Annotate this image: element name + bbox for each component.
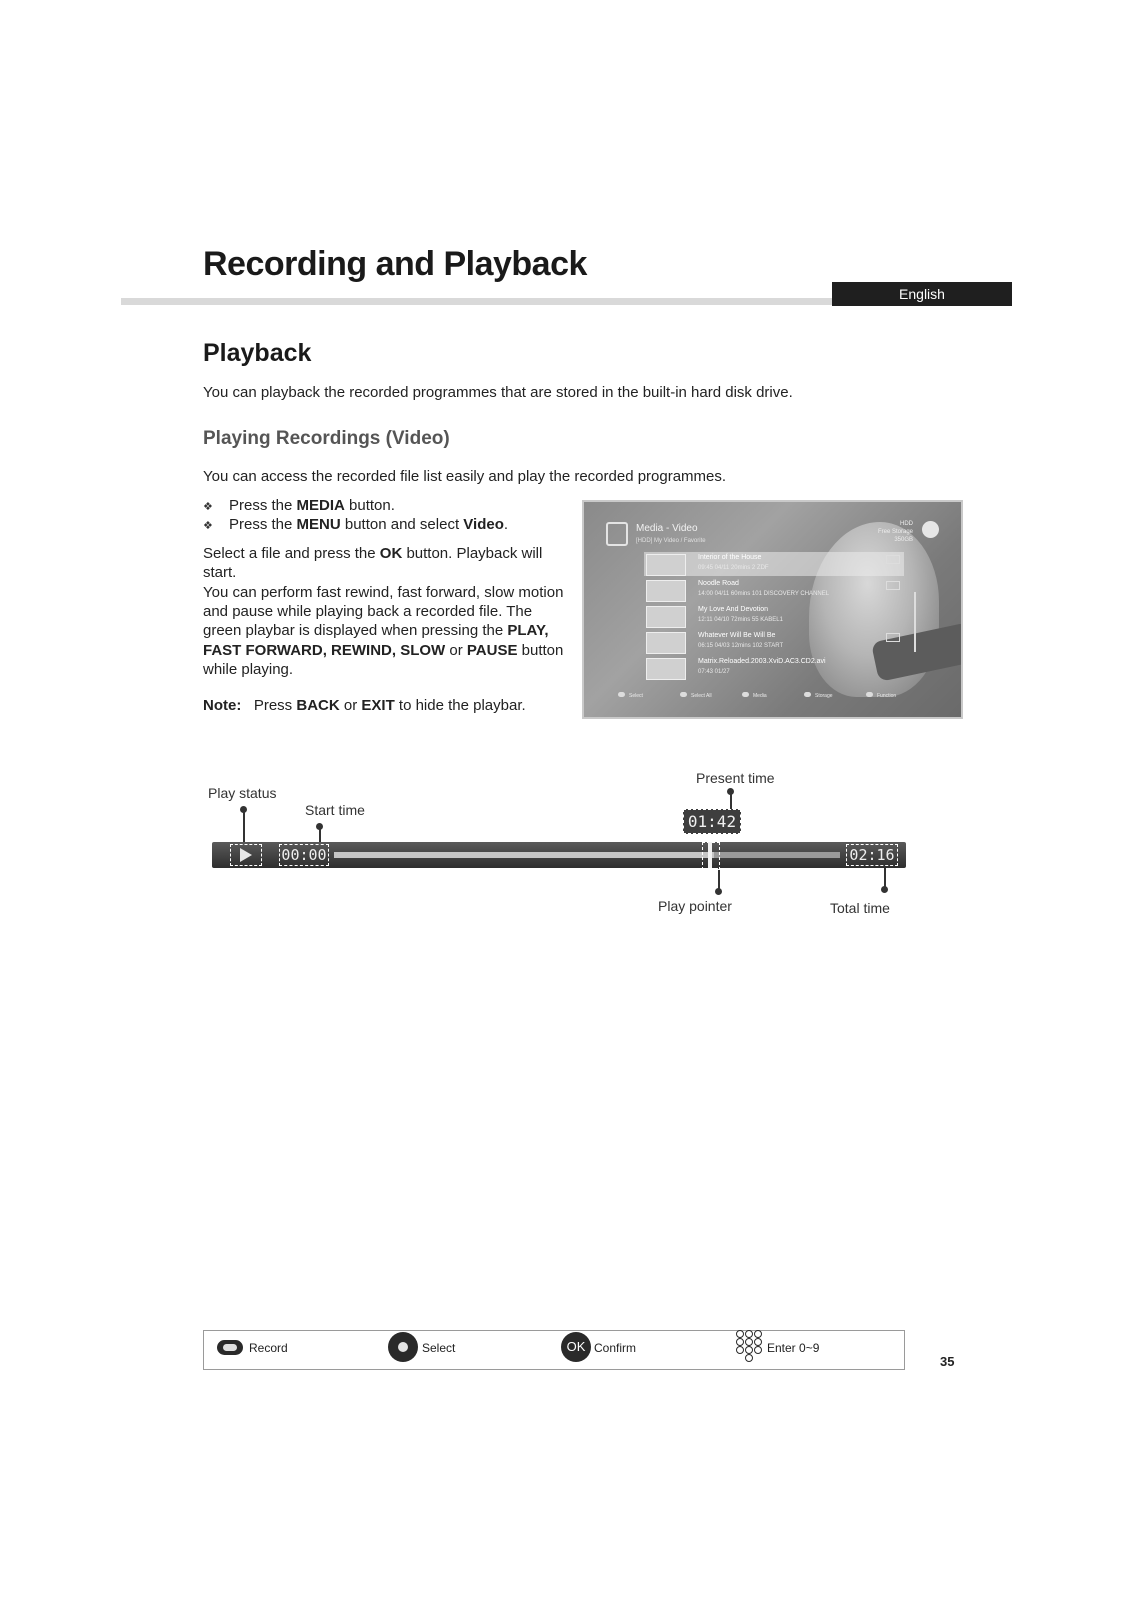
recording-row[interactable]: My Love And Devotion 12:11 04/10 72mins 55 KABEL1: [644, 604, 904, 628]
media-video-screenshot: [582, 500, 963, 719]
footer-hint: Select: [618, 692, 643, 699]
recording-row[interactable]: Interior of the House 09:45 04/11 20mins 2 ZDF: [644, 552, 904, 576]
recording-thumbnail: [646, 580, 686, 602]
label-start-time: Start time: [305, 802, 365, 818]
recording-thumbnail: [646, 554, 686, 576]
footer-hint: Select All: [680, 692, 712, 699]
label-play-pointer: Play pointer: [658, 898, 732, 914]
recording-row[interactable]: Whatever Will Be Will Be 06:15 04/03 12mins 102 START: [644, 630, 904, 654]
legend-select: Select: [422, 1341, 456, 1355]
recording-thumbnail: [646, 658, 686, 680]
progress-fill: [334, 852, 714, 858]
navigation-pad-icon: [388, 1332, 418, 1362]
media-title: Media - Video: [636, 523, 698, 534]
legend-enter: Enter 0~9: [767, 1341, 820, 1355]
callout-line: [730, 792, 732, 809]
step-item: ❖ Press the MENU button and select Video.: [203, 515, 508, 536]
callout-dot: [881, 886, 888, 893]
note: Note: Press BACK or EXIT to hide the playbar.: [203, 697, 526, 714]
callout-dot: [715, 888, 722, 895]
recording-row[interactable]: Noodle Road 14:00 04/11 60mins 101 DISCOVERY CHANNEL: [644, 578, 904, 602]
ok-button-icon: OK: [561, 1332, 591, 1362]
bullet-icon: ❖: [203, 520, 213, 532]
total-time-display: 02:16: [846, 844, 898, 866]
section-intro: You can playback the recorded programmes that are stored in the built-in hard disk drive.: [203, 384, 793, 401]
callout-line: [243, 810, 245, 846]
legend-confirm: Confirm: [594, 1341, 637, 1355]
subsection-heading: Playing Recordings (Video): [203, 428, 450, 449]
recording-row[interactable]: Matrix.Reloaded.2003.XviD.AC3.CD2.avi 07:43 01/27: [644, 656, 904, 680]
section-heading: Playback: [203, 339, 312, 367]
language-badge: English: [832, 282, 1012, 306]
subsection-intro: You can access the recorded file list easily and play the recorded programmes.: [203, 468, 727, 485]
footer-hint: Storage: [804, 692, 833, 699]
recording-thumbnail: [646, 632, 686, 654]
legend-record: Record: [249, 1341, 288, 1355]
bullet-icon: ❖: [203, 501, 213, 513]
storage-disc-icon: [922, 521, 939, 538]
label-total-time: Total time: [830, 900, 890, 916]
play-icon[interactable]: [240, 848, 252, 862]
label-play-status: Play status: [208, 785, 277, 801]
recording-thumbnail: [646, 606, 686, 628]
label-present-time: Present time: [696, 770, 775, 786]
list-scrollbar[interactable]: [914, 592, 916, 652]
present-time-display: 01:42: [683, 809, 741, 834]
hd-tag-icon: [886, 555, 900, 564]
callout-line: [884, 866, 886, 888]
lock-icon: [886, 633, 900, 642]
callout-line: [718, 868, 720, 890]
storage-info: HDD Free Storage 350GB: [877, 521, 913, 543]
page-number: 35: [940, 1354, 955, 1369]
media-path: [HDD] My Video / Favorite: [636, 538, 706, 544]
footer-hint: Media: [742, 692, 767, 699]
instruction-paragraph: Select a file and press the OK button. Playback will start.: [203, 545, 543, 582]
record-button-icon: [217, 1340, 243, 1355]
footer-hint: Function: [866, 692, 896, 699]
hd-tag-icon: [886, 581, 900, 590]
media-folder-icon: [606, 522, 628, 546]
page-title: Recording and Playback: [203, 245, 587, 283]
start-time-display: 00:00: [279, 844, 329, 866]
number-keypad-icon: [736, 1330, 762, 1364]
play-pointer-handle[interactable]: [708, 842, 712, 868]
step-item: ❖ Press the MEDIA button.: [203, 496, 395, 517]
instruction-paragraph: You can perform fast rewind, fast forward, slow motion and pause while playing back a recorded file. The green playbar is displayed when pressing the PLAY, FAST FORWARD, REWIND, SLOW or PAUSE button while playing.: [203, 584, 564, 678]
